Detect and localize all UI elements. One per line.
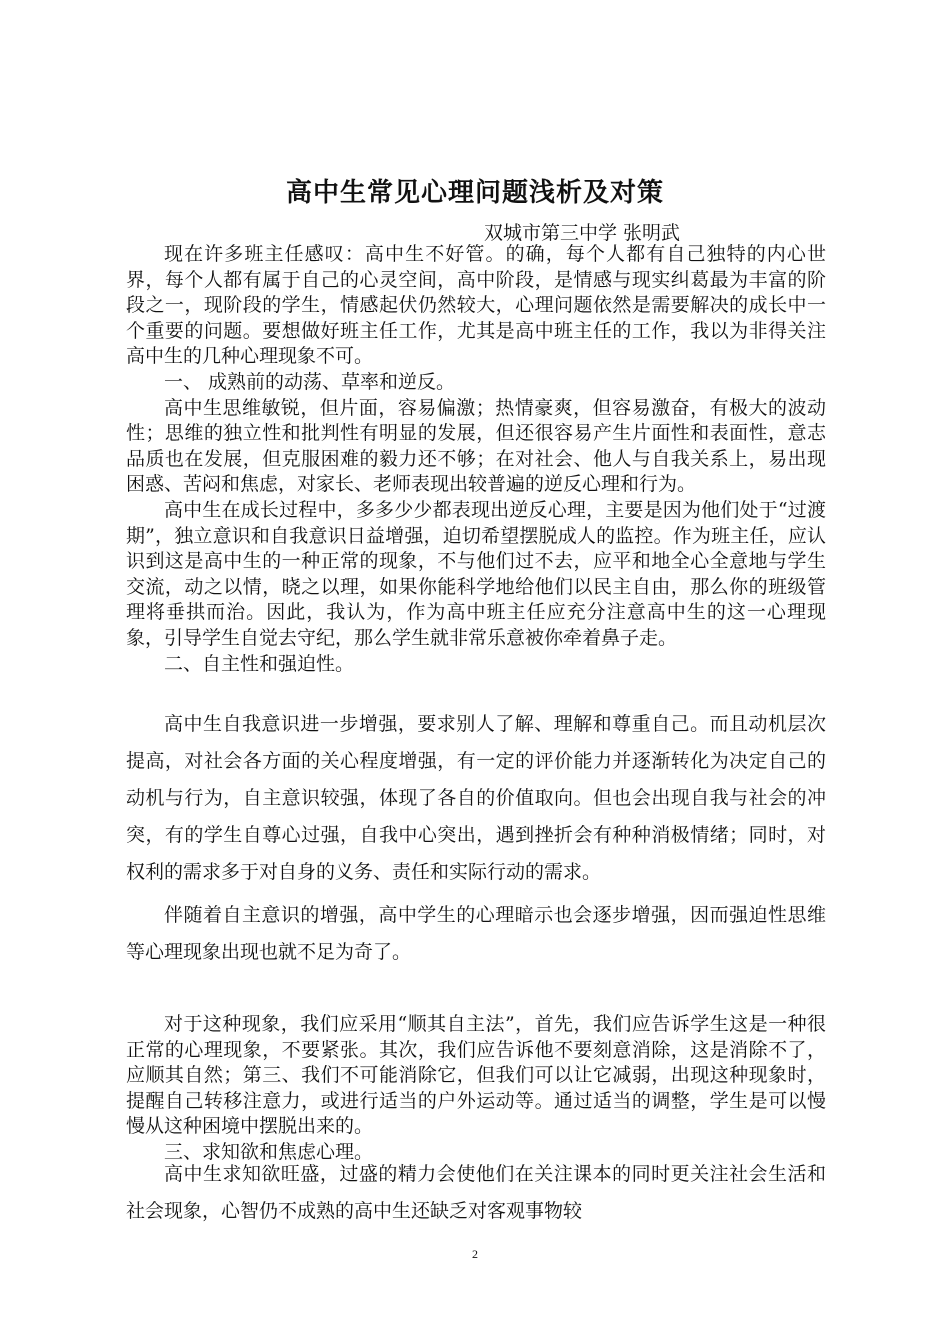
section-heading: 三、求知欲和焦虑心理。 <box>164 1140 374 1163</box>
section-heading: 二、自主性和强迫性。 <box>164 652 355 675</box>
paragraph: 高中生自我意识进一步增强，要求别人了解、理解和尊重自己。而且动机层次提高，对社会各方面的关心程度增强，有一定的评价能力并逐渐转化为决定自己的动机与行为，自主意识较强，体现了各自的价值取向。但也会出现自我与社会的冲突，有的学生自尊心过强，自我中心突出，遇到挫折会有种种消极情绪；同时，对权利的需求多于对自身的义务、责任和实际行动的需求。 <box>126 713 826 883</box>
paragraph: 高中生求知欲旺盛，过盛的精力会使他们在关注课本的同时更关注社会生活和社会现象，心智仍不成熟的高中生还缺乏对客观事物较 <box>126 1163 826 1222</box>
paragraph: 高中生思维敏锐，但片面，容易偏激；热情豪爽，但容易激奋，有极大的波动性；思维的独立性和批判性有明显的发展，但还很容易产生片面性和表面性，意志品质也在发展，但克服困难的毅力还不够；在对社会、他人与自我关系上，易出现困惑、苦闷和焦虑，对家长、老师表现出较普遍的逆反心理和行为。 <box>126 396 826 496</box>
paragraph: 现在许多班主任感叹：高中生不好管。的确，每个人都有自己独特的内心世界，每个人都有属于自己的心灵空间，高中阶段，是情感与现实纠葛最为丰富的阶段之一，现阶段的学生，情感起伏仍然较大，心理问题依然是需要解决的成长中一个重要的问题。要想做好班主任工作，尤其是高中班主任的工作，我以为非得关注高中生的几种心理现象不可。 <box>126 243 826 368</box>
paragraph: 高中生在成长过程中，多多少少都表现出逆反心理，主要是因为他们处于“过渡期”，独立意识和自我意识日益增强，迫切希望摆脱成人的监控。作为班主任，应认识到这是高中生的一种正常的现象，不与他们过不去，应平和地全心全意地与学生交流，动之以情，晓之以理，如果你能科学地给他们以民主自由，那么你的班级管理将垂拱而治。因此，我认为，作为高中班主任应充分注意高中生的这一心理现象，引导学生自觉去守纪，那么学生就非常乐意被你牵着鼻子走。 <box>126 498 826 649</box>
author-line: 双城市第三中学 张明武 <box>484 222 681 244</box>
paragraph: 对于这种现象，我们应采用“顺其自主法”，首先，我们应告诉学生这是一种很正常的心理现象，不要紧张。其次，我们应告诉他不要刻意消除，这是消除不了，应顺其自然；第三、我们不可能消除它，但我们可以让它减弱，出现这种现象时，提醒自己转移注意力，或进行适当的户外运动等。通过适当的调整，学生是可以慢慢从这种困境中摆脱出来的。 <box>126 1013 826 1138</box>
body-section-3 <box>126 1012 826 1166</box>
body-section-1 <box>126 242 826 677</box>
body-section-4 <box>126 1156 826 1230</box>
section-heading: 一、 成熟前的动荡、草率和逆反。 <box>164 370 456 393</box>
document-title: 高中生常见心理问题浅析及对策 <box>285 178 664 208</box>
paragraph: 伴随着自主意识的增强，高中学生的心理暗示也会逐步增强，因而强迫性思维等心理现象出现也就不足为奇了。 <box>126 904 826 963</box>
page-number: 2 <box>472 1247 478 1261</box>
body-section-2 <box>126 706 826 971</box>
